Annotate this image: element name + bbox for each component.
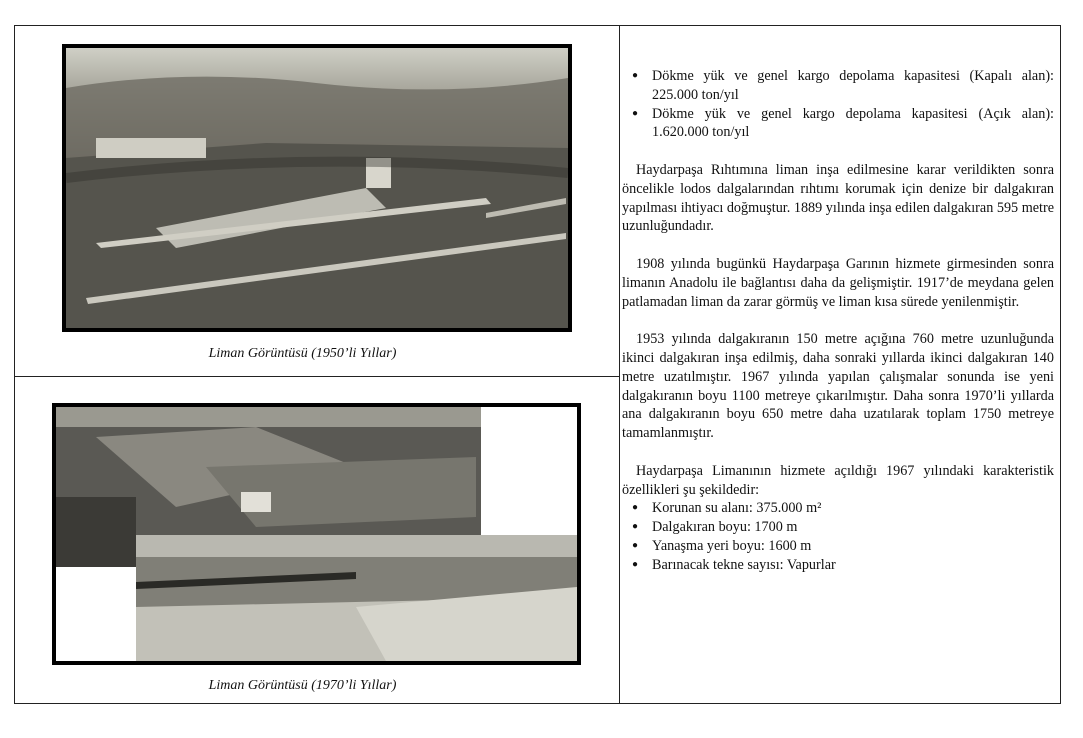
photo-caption-1970s: Liman Görüntüsü (1970’li Yıllar): [208, 678, 397, 693]
list-item: ● Yanaşma yeri boyu: 1600 m: [622, 537, 1054, 556]
paragraph-station-1908: 1908 yılında bugünkü Haydarpaşa Garının hizmete girmesinden sonra limanın Anadolu ile bağlantısı daha da gelişmiştir. 1917’de meydana gelen patlamadan liman da zarar görmüş ve liman kısa sürede yenilenmiştir.: [622, 255, 1054, 310]
list-item: ● Dökme yük ve genel kargo depolama kapasitesi (Kapalı alan): 225.000 ton/yıl: [622, 67, 1054, 105]
list-item: ● Barınacak tekne sayısı: Vapurlar: [622, 556, 1054, 575]
capacity-list: [622, 67, 1054, 142]
list-item: ● Dalgakıran boyu: 1700 m: [622, 518, 1054, 537]
paragraph-characteristics-intro: Haydarpaşa Limanının hizmete açıldığı 1967 yılındaki karakteristik özellikleri şu şekildedir:: [622, 462, 1054, 498]
list-item: ● Korunan su alanı: 375.000 m²: [622, 499, 1054, 518]
characteristics-list: [622, 499, 1054, 574]
harbor-photo-1950s: [62, 44, 572, 332]
column-divider: [619, 26, 620, 703]
list-item: ● Dökme yük ve genel kargo depolama kapasitesi (Açık alan): 1.620.000 ton/yıl: [622, 105, 1054, 143]
text-column: [622, 41, 1054, 575]
harbor-photo-1970s: [52, 403, 581, 665]
paragraph-breakwater-1953: 1953 yılında dalgakıranın 150 metre açığına 760 metre uzunluğunda ikinci dalgakıran inşa edilmiş, daha sonraki yıllarda ikinci dalgakıran 140 metre uzatılmıştır. 1967 yılında yapılan çalışmalar sonunda ise yeni dalgakıranın boyu 1100 metreye çıkarılmıştır. Daha sonra 1970’li yıllarda ana dalgakıranın boyu 650 metre daha uzatılarak toplam 1750 metreye tamamlanmıştır.: [622, 331, 1054, 442]
photo-caption-1950s: Liman Görüntüsü (1950’li Yıllar): [208, 346, 397, 361]
row-divider: [15, 376, 620, 377]
paragraph-breakwater-1889: Haydarpaşa Rıhtımına liman inşa edilmesine karar verildikten sonra öncelikle lodos dalgalarından rıhtımı korumak için denize bir dalgakıran yapılması ihtiyacı doğmuştur. 1889 yılında inşa edilen dalgakıran 595 metre uzunluğundadır.: [622, 161, 1054, 235]
